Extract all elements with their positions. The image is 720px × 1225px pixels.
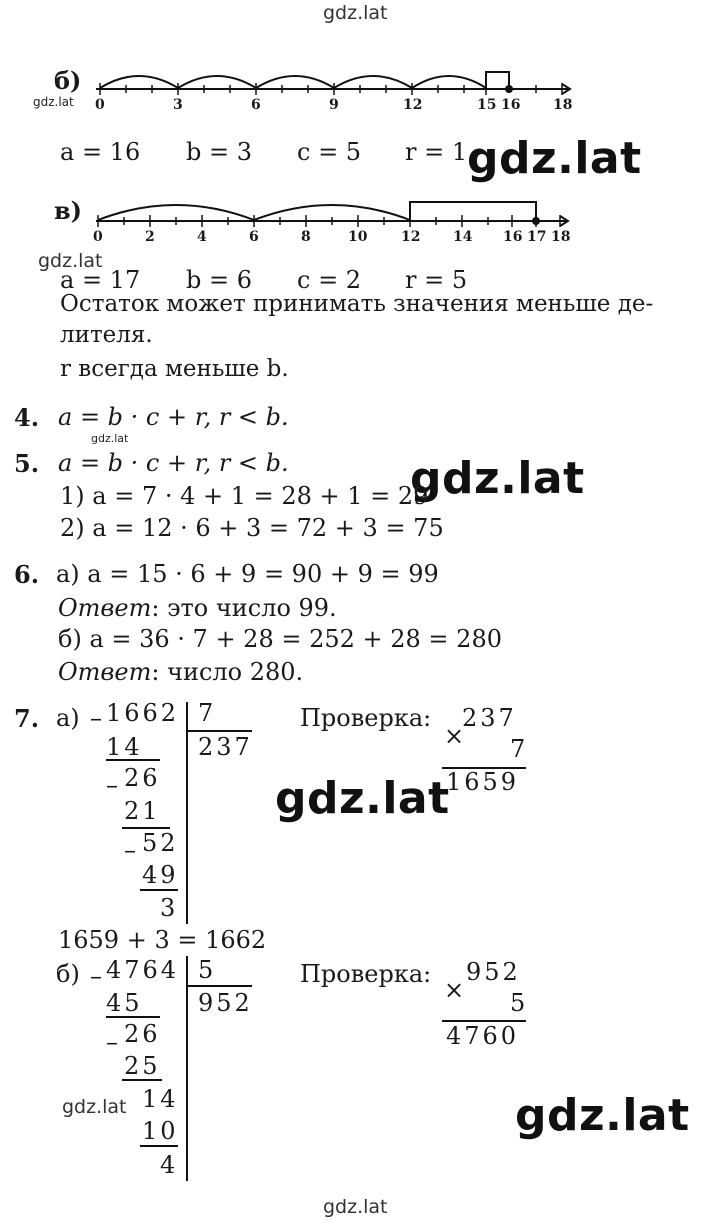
part-label: в): [54, 196, 83, 225]
tick-label: 2: [145, 229, 155, 245]
value-a: a = 16: [60, 138, 141, 166]
division-remainder: 4: [160, 1151, 179, 1179]
endpoint-dot: [532, 217, 540, 225]
tick-label: 12: [403, 97, 423, 113]
tick-label: 0: [93, 229, 103, 245]
check-factor: 237: [462, 704, 517, 732]
answer-line: [58, 594, 337, 622]
calculation-line: 2) a = 12 · 6 + 3 = 72 + 3 = 75: [60, 514, 444, 542]
tick-label: 16: [503, 229, 523, 245]
dividend: 1662: [106, 699, 180, 727]
tick-label: 17: [527, 229, 547, 245]
times-sign: ×: [444, 976, 465, 1004]
times-sign: ×: [444, 722, 465, 750]
divisor: 7: [198, 699, 217, 727]
watermark-small: gdz.lat: [33, 95, 74, 109]
tick-label: 0: [95, 97, 105, 113]
minus-sign: –: [90, 962, 105, 990]
quotient: 952: [198, 989, 253, 1017]
value-b: b = 6: [186, 266, 252, 294]
check-product: 4760: [446, 1022, 520, 1050]
watermark-bottom: gdz.lat: [323, 1196, 388, 1218]
formula: a = b · c + r, r < b.: [58, 403, 289, 431]
sum-check: 1659 + 3 = 1662: [58, 926, 267, 954]
division-step: 52: [142, 829, 179, 857]
value-b: b = 3: [186, 138, 252, 166]
number-line-v: [96, 202, 568, 227]
watermark-large: gdz.lat: [467, 133, 642, 184]
calculation-line: а) a = 15 · 6 + 9 = 90 + 9 = 99: [56, 560, 439, 588]
task-number: 5.: [14, 449, 40, 478]
division-remainder: 3: [160, 894, 179, 922]
value-r: r = 5: [405, 266, 468, 294]
tick-label: 6: [249, 229, 259, 245]
value-a: a = 17: [60, 266, 141, 294]
watermark-top: gdz.lat: [323, 2, 388, 24]
part-label: б): [54, 66, 82, 95]
division-step: 10: [142, 1117, 179, 1145]
check-product: 1659: [446, 768, 520, 796]
dividend: 4764: [106, 956, 180, 984]
tick-label: 6: [251, 97, 261, 113]
division-step: 26: [124, 764, 161, 792]
watermark-large: gdz.lat: [515, 1090, 690, 1141]
calculation-line: б) a = 36 · 7 + 28 = 252 + 28 = 280: [58, 625, 502, 653]
tick-label: 4: [197, 229, 207, 245]
value-c: c = 2: [297, 266, 362, 294]
task-number: 6.: [14, 560, 40, 589]
answer-text: : это число 99.: [151, 594, 337, 622]
tick-label: 14: [453, 229, 473, 245]
division-step: 14: [142, 1085, 179, 1113]
tick-label: 3: [173, 97, 183, 113]
tick-label: 10: [348, 229, 368, 245]
check-factor: 952: [466, 958, 521, 986]
minus-sign: –: [124, 836, 139, 864]
divisor: 5: [198, 956, 217, 984]
paragraph-line: лителя.: [60, 322, 153, 348]
answer-text: : число 280.: [151, 658, 304, 686]
tick-label: 8: [301, 229, 311, 245]
division-step: 21: [124, 797, 161, 825]
tick-label: 9: [329, 97, 339, 113]
division-step: 25: [124, 1052, 161, 1080]
check-factor: 7: [510, 735, 529, 763]
division-step: 14: [106, 733, 143, 761]
calculation-line: 1) a = 7 · 4 + 1 = 28 + 1 = 29: [60, 482, 429, 510]
part-label: б): [56, 960, 80, 988]
paragraph-line: r всегда меньше b.: [60, 356, 289, 382]
check-label: Проверка:: [300, 704, 432, 732]
watermark-large: gdz.lat: [410, 453, 585, 504]
minus-sign: –: [90, 704, 105, 732]
endpoint-dot: [505, 85, 513, 93]
answer-label: Ответ: [58, 594, 152, 622]
tick-label: 12: [401, 229, 421, 245]
watermark-small: gdz.lat: [38, 250, 103, 272]
value-r: r = 1: [405, 138, 468, 166]
answer-label: Ответ: [58, 658, 152, 686]
division-step: 26: [124, 1020, 161, 1048]
value-c: c = 5: [297, 138, 362, 166]
part-label: а): [56, 704, 80, 732]
quotient: 237: [198, 733, 253, 761]
watermark-large: gdz.lat: [275, 773, 450, 824]
task-number: 7.: [14, 704, 40, 733]
tick-label: 18: [551, 229, 571, 245]
task-number: 4.: [14, 403, 40, 432]
tick-label: 18: [553, 97, 573, 113]
tick-label: 15: [477, 97, 497, 113]
minus-sign: –: [106, 771, 121, 799]
minus-sign: –: [106, 1028, 121, 1056]
answer-line: [58, 658, 303, 686]
tick-label: 16: [501, 97, 521, 113]
formula: a = b · c + r, r < b.: [58, 449, 289, 477]
watermark-small: gdz.lat: [62, 1096, 127, 1118]
division-step: 49: [142, 861, 179, 889]
division-step: 45: [106, 989, 143, 1017]
check-factor: 5: [510, 989, 529, 1017]
paragraph-line: Остаток может принимать значения меньше де-: [60, 291, 654, 317]
watermark-tiny: gdz.lat: [91, 432, 129, 445]
check-label: Проверка:: [300, 960, 432, 988]
number-line-b: [96, 72, 570, 95]
